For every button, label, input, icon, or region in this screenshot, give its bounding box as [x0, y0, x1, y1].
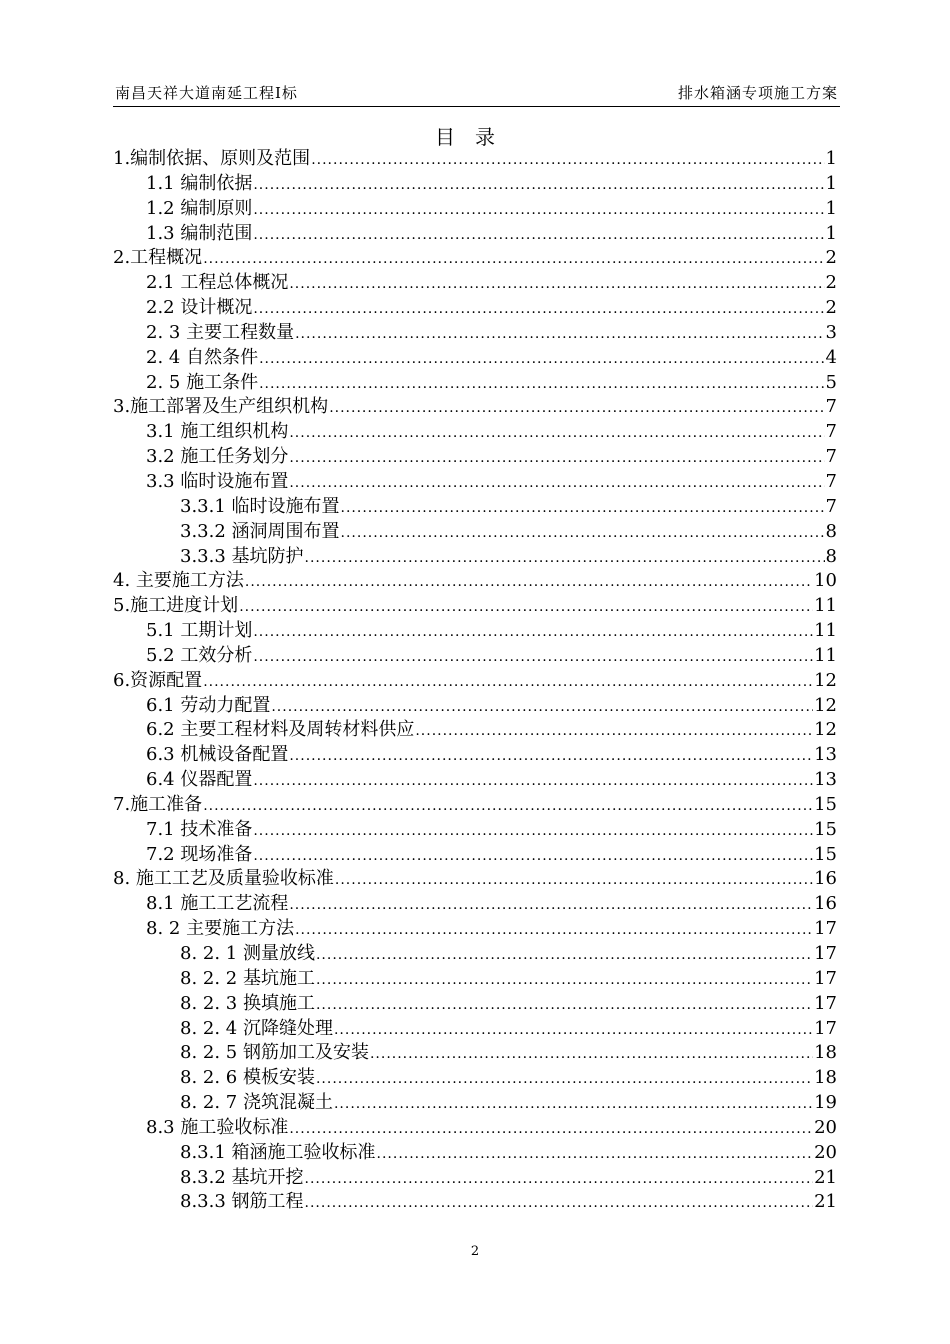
toc-entry-page: 7	[825, 470, 837, 492]
toc-entry-label: 3.3 临时设施布置	[146, 470, 289, 492]
toc-entry-label: 1.3 编制范围	[146, 222, 253, 244]
toc-leader-dots	[245, 570, 813, 595]
toc-leader-dots	[253, 620, 813, 645]
toc-leader-dots	[253, 198, 824, 223]
toc-entry-label: 8.3.1 箱涵施工验收标准	[180, 1141, 376, 1163]
toc-entry-label: 3.施工部署及生产组织机构	[113, 396, 329, 418]
toc-entry-label: 3.3.2 涵洞周围布置	[180, 520, 340, 542]
toc-entry-page: 7	[825, 495, 837, 517]
toc-entry-label: 6.4 仪器配置	[146, 769, 253, 791]
toc-entry-page: 17	[814, 967, 837, 989]
toc-entry-page: 3	[825, 321, 837, 343]
toc-entry-page: 7	[825, 421, 837, 443]
toc-entry-page: 11	[814, 644, 837, 666]
toc-entry[interactable]	[113, 470, 837, 495]
toc-entry[interactable]	[113, 1066, 837, 1091]
toc-entry-label: 2. 3 主要工程数量	[146, 321, 295, 343]
toc-entry[interactable]	[113, 942, 837, 967]
toc-leader-dots	[370, 1042, 813, 1067]
toc-entry-page: 12	[814, 669, 837, 691]
toc-entry-label: 2.2 设计概况	[146, 297, 253, 319]
toc-entry-page: 1	[825, 222, 837, 244]
table-of-contents	[113, 147, 837, 1215]
toc-entry[interactable]	[113, 172, 837, 197]
toc-entry-page: 17	[814, 918, 837, 940]
toc-leader-dots	[289, 421, 824, 446]
toc-entry[interactable]	[113, 1116, 837, 1141]
toc-entry[interactable]	[113, 246, 837, 271]
toc-entry[interactable]	[113, 1141, 837, 1166]
toc-entry-page: 17	[814, 943, 837, 964]
toc-entry-label: 2. 4 自然条件	[146, 346, 259, 368]
toc-entry[interactable]	[113, 619, 837, 644]
toc-leader-dots	[305, 546, 825, 571]
toc-leader-dots	[316, 968, 813, 993]
toc-leader-dots	[253, 297, 824, 322]
toc-entry-page: 16	[814, 893, 837, 915]
toc-leader-dots	[289, 744, 813, 769]
toc-entry-page: 12	[814, 719, 837, 741]
toc-entry-page: 10	[814, 570, 837, 592]
toc-entry-page: 2	[825, 272, 837, 294]
toc-entry[interactable]	[113, 569, 837, 594]
header-document-title: 排水箱涵专项施工方案	[677, 84, 838, 102]
toc-entry[interactable]	[113, 843, 837, 868]
toc-entry-page: 1	[825, 197, 837, 219]
toc-leader-dots	[203, 247, 824, 272]
toc-entry-label: 2.1 工程总体概况	[146, 272, 289, 294]
toc-leader-dots	[289, 1117, 813, 1142]
toc-entry-page: 21	[814, 1166, 837, 1188]
toc-leader-dots	[289, 893, 813, 918]
toc-entry-label: 8.3 施工验收标准	[146, 1116, 289, 1138]
toc-entry-label: 6.3 机械设备配置	[146, 744, 289, 766]
toc-entry[interactable]	[113, 967, 837, 992]
toc-leader-dots	[335, 868, 813, 893]
toc-leader-dots	[253, 819, 813, 844]
toc-entry[interactable]	[113, 1166, 837, 1191]
toc-leader-dots	[316, 943, 813, 968]
toc-leader-dots	[305, 1191, 814, 1216]
toc-entry-page: 15	[814, 793, 837, 815]
toc-entry[interactable]	[113, 992, 837, 1017]
page-number: 2	[470, 1244, 480, 1259]
toc-entry[interactable]	[113, 1190, 837, 1215]
toc-entry-label: 8. 施工工艺及质量验收标准	[113, 868, 334, 890]
toc-entry-page: 8	[825, 520, 837, 542]
toc-entry[interactable]	[113, 197, 837, 222]
toc-entry-page: 17	[814, 1017, 837, 1039]
toc-entry[interactable]	[113, 892, 837, 917]
toc-entry-label: 8.1 施工工艺流程	[146, 893, 289, 915]
toc-entry-label: 8. 2. 5 钢筋加工及安装	[180, 1042, 369, 1064]
toc-entry-page: 2	[825, 247, 837, 269]
toc-entry-page: 16	[814, 868, 837, 890]
toc-entry-page: 12	[814, 694, 837, 716]
toc-entry-label: 8. 2. 2 基坑施工	[180, 967, 315, 989]
toc-entry[interactable]	[113, 743, 837, 768]
toc-entry-label: 8. 2. 7 浇筑混凝土	[180, 1092, 333, 1114]
toc-entry[interactable]	[113, 818, 837, 843]
page-header	[113, 82, 840, 107]
toc-entry-page: 5	[825, 371, 837, 393]
toc-entry-label: 1.2 编制原则	[146, 197, 253, 219]
toc-leader-dots	[329, 396, 824, 421]
toc-entry-page: 7	[825, 396, 837, 418]
toc-entry[interactable]	[113, 371, 837, 396]
toc-entry-label: 5.施工进度计划	[113, 595, 239, 617]
toc-leader-dots	[341, 521, 825, 546]
toc-leader-dots	[289, 471, 824, 496]
toc-entry-label: 8. 2. 6 模板安装	[180, 1067, 315, 1089]
toc-entry-label: 5.1 工期计划	[146, 620, 253, 642]
toc-entry-page: 21	[814, 1191, 837, 1213]
toc-leader-dots	[377, 1142, 814, 1167]
toc-entry[interactable]	[113, 1091, 837, 1116]
toc-leader-dots	[415, 719, 813, 744]
toc-entry-label: 4. 主要施工方法	[113, 570, 244, 592]
toc-entry[interactable]	[113, 445, 837, 470]
toc-leader-dots	[316, 993, 813, 1018]
toc-leader-dots	[295, 918, 813, 943]
toc-leader-dots	[259, 347, 824, 372]
toc-entry-page: 17	[814, 992, 837, 1014]
toc-entry[interactable]	[113, 718, 837, 743]
toc-entry[interactable]	[113, 1041, 837, 1066]
toc-entry-label: 6.1 劳动力配置	[146, 694, 271, 716]
toc-entry-label: 8. 2. 3 换填施工	[180, 992, 315, 1014]
toc-entry-page: 15	[814, 843, 837, 865]
toc-entry[interactable]	[113, 768, 837, 793]
toc-entry-label: 6.2 主要工程材料及周转材料供应	[146, 719, 415, 741]
toc-entry-label: 2. 5 施工条件	[146, 371, 259, 393]
toc-entry[interactable]	[113, 594, 837, 619]
toc-entry-label: 7.2 现场准备	[146, 843, 253, 865]
toc-entry[interactable]	[113, 321, 837, 346]
toc-entry-label: 5.2 工效分析	[146, 644, 253, 666]
toc-entry-label: 8.3.2 基坑开挖	[180, 1166, 304, 1188]
toc-leader-dots	[305, 1167, 814, 1192]
toc-entry-page: 19	[814, 1092, 837, 1114]
toc-leader-dots	[289, 446, 824, 471]
toc-entry[interactable]	[113, 669, 837, 694]
toc-entry[interactable]	[113, 147, 837, 172]
toc-entry-page: 20	[814, 1141, 837, 1163]
toc-entry[interactable]	[113, 420, 837, 445]
toc-entry-label: 1.1 编制依据	[146, 172, 253, 194]
toc-entry[interactable]	[113, 1017, 837, 1042]
toc-leader-dots	[253, 844, 813, 869]
toc-entry-label: 8.3.3 钢筋工程	[180, 1191, 304, 1213]
toc-leader-dots	[203, 794, 813, 819]
toc-leader-dots	[316, 1067, 813, 1092]
toc-entry-page: 2	[825, 297, 837, 319]
toc-entry-label: 7.施工准备	[113, 793, 203, 815]
toc-leader-dots	[203, 670, 813, 695]
toc-entry-label: 3.3.3 基坑防护	[180, 545, 304, 567]
toc-leader-dots	[311, 148, 824, 173]
toc-entry-label: 8. 2. 1 测量放线	[180, 943, 315, 964]
toc-leader-dots	[334, 1092, 813, 1117]
toc-entry[interactable]	[113, 917, 837, 942]
toc-leader-dots	[271, 695, 813, 720]
toc-leader-dots	[334, 1018, 813, 1043]
toc-entry-page: 13	[814, 744, 837, 766]
toc-entry-page: 7	[825, 446, 837, 468]
toc-leader-dots	[259, 372, 824, 397]
toc-entry-label: 7.1 技术准备	[146, 818, 253, 840]
toc-entry-label: 3.3.1 临时设施布置	[180, 495, 340, 517]
toc-title: 目录	[435, 125, 515, 149]
toc-entry[interactable]	[113, 694, 837, 719]
toc-entry-label: 2.工程概况	[113, 247, 203, 269]
toc-entry-page: 15	[814, 818, 837, 840]
toc-entry-page: 4	[825, 346, 837, 368]
toc-entry[interactable]	[113, 793, 837, 818]
toc-entry[interactable]	[113, 545, 837, 570]
toc-entry[interactable]	[113, 296, 837, 321]
toc-leader-dots	[253, 769, 813, 794]
toc-entry[interactable]	[113, 495, 837, 520]
toc-entry[interactable]	[113, 346, 837, 371]
toc-entry-page: 11	[814, 620, 837, 642]
toc-entry-label: 3.1 施工组织机构	[146, 421, 289, 443]
toc-leader-dots	[341, 496, 825, 521]
toc-entry-page: 18	[814, 1067, 837, 1089]
toc-leader-dots	[289, 272, 824, 297]
toc-leader-dots	[295, 322, 824, 347]
toc-entry[interactable]	[113, 395, 837, 420]
toc-entry-label: 1.编制依据、原则及范围	[113, 148, 311, 169]
toc-entry-page: 13	[814, 769, 837, 791]
toc-entry-page: 11	[814, 595, 837, 617]
header-project-name: 南昌天祥大道南延工程Ⅰ标	[115, 84, 298, 102]
toc-entry-page: 20	[814, 1116, 837, 1138]
toc-entry-page: 8	[825, 545, 837, 567]
toc-entry-label: 6.资源配置	[113, 669, 203, 691]
toc-entry-page: 1	[825, 172, 837, 194]
toc-entry[interactable]	[113, 644, 837, 669]
toc-entry-label: 8. 2. 4 沉降缝处理	[180, 1017, 333, 1039]
toc-entry[interactable]	[113, 222, 837, 247]
toc-leader-dots	[253, 223, 824, 248]
toc-leader-dots	[253, 645, 813, 670]
toc-entry-label: 3.2 施工任务划分	[146, 446, 289, 468]
toc-entry[interactable]	[113, 520, 837, 545]
toc-entry-page: 1	[825, 148, 837, 169]
toc-leader-dots	[253, 173, 824, 198]
toc-entry[interactable]	[113, 271, 837, 296]
toc-entry-label: 8. 2 主要施工方法	[146, 918, 295, 940]
toc-entry[interactable]	[113, 867, 837, 892]
toc-entry-page: 18	[814, 1042, 837, 1064]
toc-leader-dots	[239, 595, 813, 620]
